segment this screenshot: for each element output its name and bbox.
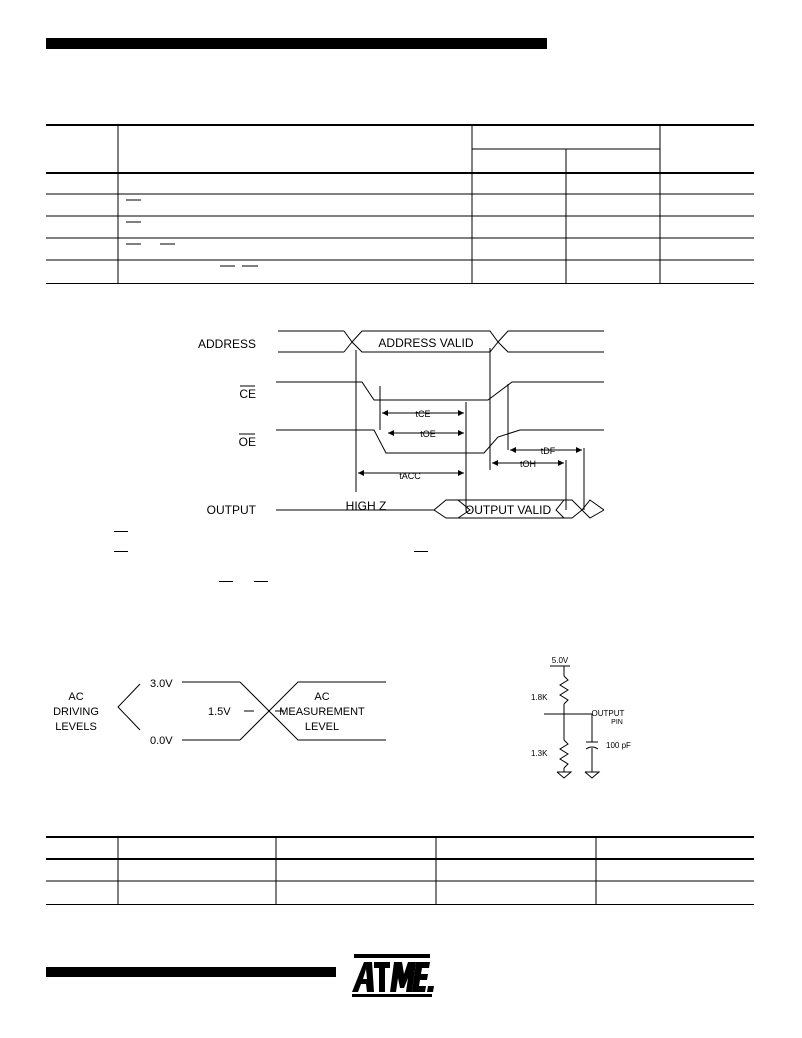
address-label: ADDRESS bbox=[197, 337, 256, 351]
address-valid-label: ADDRESS VALID bbox=[378, 336, 474, 350]
toh-label: tOH bbox=[519, 459, 537, 469]
ac-table-grid bbox=[46, 126, 754, 283]
output-valid-label: OUTPUT VALID bbox=[464, 503, 552, 517]
ac-characteristics-table bbox=[46, 124, 754, 284]
atmel-logo bbox=[346, 952, 438, 998]
lower-table-grid bbox=[46, 838, 754, 904]
ac-measurement-line1: AC bbox=[314, 691, 330, 703]
note-overbar-5 bbox=[254, 581, 268, 582]
cap-label: 100 pF bbox=[606, 741, 631, 750]
r2-label: 1.3K bbox=[531, 749, 548, 758]
high-z-label: HIGH Z bbox=[345, 499, 387, 513]
lower-table bbox=[46, 836, 754, 905]
note-overbar-3 bbox=[414, 551, 428, 552]
ce-label: CE bbox=[239, 387, 256, 401]
output-load-circuit bbox=[520, 650, 660, 790]
output-label: OUTPUT bbox=[206, 503, 256, 517]
note-overbar-1 bbox=[114, 531, 128, 532]
ac-driving-line2: DRIVING bbox=[53, 706, 99, 718]
tce-label: tCE bbox=[415, 409, 431, 419]
r1-label: 1.8K bbox=[531, 693, 548, 702]
timing-diagram bbox=[0, 320, 802, 550]
ac-measurement-line2: MEASUREMENT bbox=[279, 706, 365, 718]
output-pin-line2: PIN bbox=[611, 719, 623, 726]
v-low-label: 0.0V bbox=[150, 735, 173, 747]
ac-driving-line3: LEVELS bbox=[55, 721, 97, 733]
oe-label: OE bbox=[238, 435, 256, 449]
note-overbar-4 bbox=[219, 581, 233, 582]
ac-measurement-line3: LEVEL bbox=[304, 721, 340, 733]
note-overbar-2 bbox=[114, 551, 128, 552]
output-pin-line1: OUTPUT bbox=[591, 709, 625, 718]
ac-driving-line1: AC bbox=[68, 691, 84, 703]
ac-levels-diagram bbox=[40, 660, 400, 770]
tdf-label: tDF bbox=[540, 446, 556, 456]
tacc-label: tACC bbox=[399, 471, 421, 481]
toe-label: tOE bbox=[420, 429, 436, 439]
supply-label: 5.0V bbox=[551, 656, 569, 665]
v-mid-label: 1.5V bbox=[208, 706, 231, 718]
v-high-label: 3.0V bbox=[150, 678, 173, 690]
footer-bar bbox=[46, 967, 336, 977]
header-bar bbox=[46, 38, 547, 49]
